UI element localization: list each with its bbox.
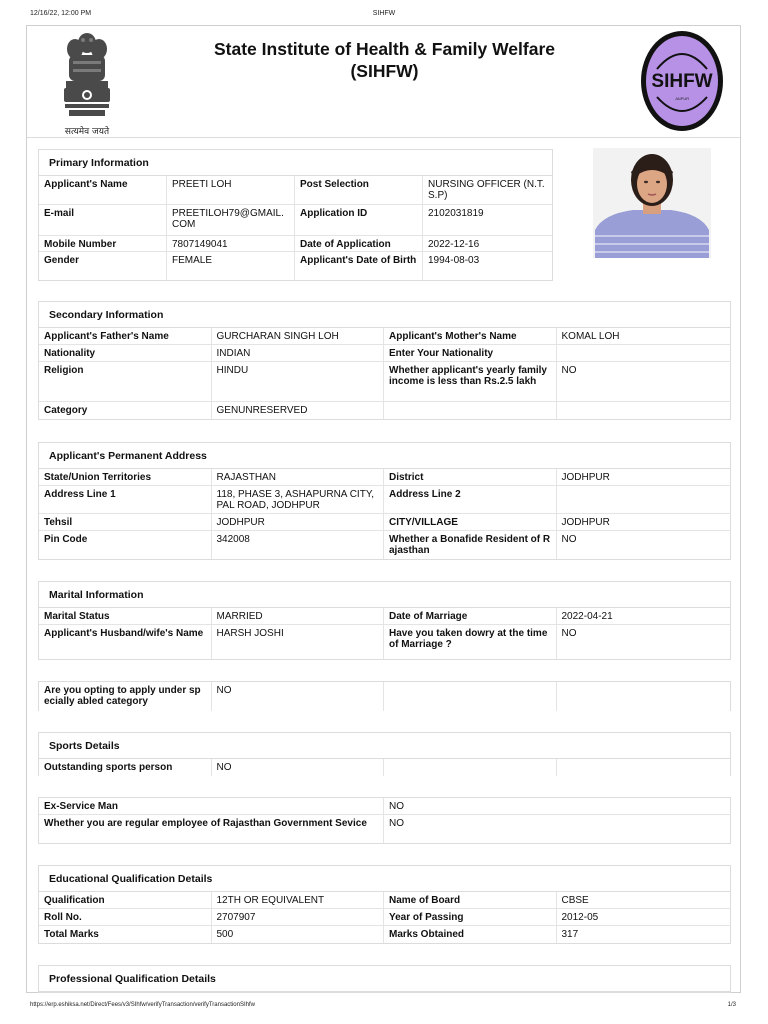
field-value: NURSING OFFICER (N.T.S.P) xyxy=(428,179,545,201)
table-row xyxy=(39,514,730,531)
field-value: HINDU xyxy=(212,362,385,401)
section-heading: Applicant's Permanent Address xyxy=(39,443,730,469)
field-label: Whether you are regular employee of Rajasthan Government Sevice xyxy=(39,815,384,843)
field-label: Whether applicant's yearly family income is less than Rs.2.5 lakh xyxy=(384,362,557,401)
specially-abled-section xyxy=(38,681,731,711)
field-label: E-mail xyxy=(39,205,167,235)
field-value xyxy=(557,759,731,776)
field-label: Total Marks xyxy=(39,926,212,943)
field-value xyxy=(557,345,731,361)
svg-text:JAIPUR: JAIPUR xyxy=(674,96,690,101)
section-heading: Primary Information xyxy=(39,150,552,176)
field-label: State/Union Territories xyxy=(39,469,212,485)
field-value: RAJASTHAN xyxy=(212,469,385,485)
table-row xyxy=(39,625,730,659)
field-label: Religion xyxy=(39,362,212,401)
field-value: 118, PHASE 3, ASHAPURNA CITY, PAL ROAD, JODHPUR xyxy=(212,486,385,513)
field-label: Address Line 2 xyxy=(384,486,557,513)
page-title xyxy=(147,38,622,82)
field-label: Category xyxy=(39,402,212,419)
field-value: JODHPUR xyxy=(561,517,610,528)
field-value: HARSH JOSHI xyxy=(212,625,385,659)
field-value: PREETILOH79@GMAIL.COM xyxy=(167,205,295,235)
field-label: CITY/VILLAGE xyxy=(384,514,557,530)
field-value: MARRIED xyxy=(212,608,385,624)
field-value: CBSE xyxy=(561,895,589,906)
field-label: District xyxy=(384,469,557,485)
table-row xyxy=(39,815,730,843)
field-label: Mobile Number xyxy=(39,236,167,251)
table-row xyxy=(39,205,552,236)
print-page-number: 1/3 xyxy=(727,1002,736,1008)
field-value xyxy=(557,402,731,419)
field-value: NO xyxy=(561,628,577,639)
section-heading: Secondary Information xyxy=(39,302,730,328)
table-row xyxy=(39,176,552,205)
field-label: Tehsil xyxy=(39,514,212,530)
field-value: 342008 xyxy=(212,531,385,559)
field-value: KOMAL LOH xyxy=(561,331,620,342)
table-row xyxy=(39,345,730,362)
section-heading: Marital Information xyxy=(39,582,730,608)
page-header xyxy=(27,26,740,138)
field-value xyxy=(557,486,731,513)
field-label: Nationality xyxy=(39,345,212,361)
sports-details-section xyxy=(38,732,731,776)
field-value: 2022-04-21 xyxy=(561,611,613,622)
field-value: NO xyxy=(212,759,385,776)
field-label: Applicant's Date of Birth xyxy=(295,252,423,280)
field-value: 1994-08-03 xyxy=(428,255,480,266)
field-label xyxy=(384,682,557,711)
service-section xyxy=(38,797,731,844)
primary-information-section xyxy=(38,149,553,281)
applicant-portrait-icon xyxy=(593,148,711,258)
field-value: JODHPUR xyxy=(212,514,385,530)
print-datetime: 12/16/22, 12:00 PM xyxy=(30,10,92,17)
field-label: Have you taken dowry at the time of Marriage ? xyxy=(384,625,557,659)
table-row xyxy=(39,608,730,625)
applicant-photo xyxy=(593,148,711,258)
table-row xyxy=(39,892,730,909)
field-label xyxy=(384,759,557,776)
ashoka-emblem-icon xyxy=(57,29,117,124)
field-label: Applicant's Mother's Name xyxy=(384,328,557,344)
permanent-address-section xyxy=(38,442,731,560)
field-value: NO xyxy=(561,365,577,376)
field-value: NO xyxy=(561,534,577,545)
field-label: Year of Passing xyxy=(384,909,557,925)
print-url: https://erp.eshiksa.net/Direct/Fees/v3/SIhfw/verifyTransaction/verifyTransactionSIhfw xyxy=(30,1002,255,1008)
print-header xyxy=(0,10,768,20)
professional-qualification-section xyxy=(38,965,731,993)
field-label: Roll No. xyxy=(39,909,212,925)
field-label: Marital Status xyxy=(39,608,212,624)
field-label: Outstanding sports person xyxy=(39,759,212,776)
field-value: 7807149041 xyxy=(167,236,295,251)
field-label: Date of Marriage xyxy=(384,608,557,624)
section-heading: Sports Details xyxy=(39,733,730,759)
field-label: Applicant's Father's Name xyxy=(39,328,212,344)
table-row xyxy=(39,926,730,943)
field-label: Are you opting to apply under specially abled category xyxy=(39,682,212,711)
field-value: 2022-12-16 xyxy=(428,239,480,250)
table-row xyxy=(39,402,730,419)
field-value: NO xyxy=(212,682,385,711)
field-label: Date of Application xyxy=(295,236,423,251)
field-label: Enter Your Nationality xyxy=(384,345,557,361)
emblem-motto: सत्यमेव जयते xyxy=(64,127,110,137)
field-value: NO xyxy=(389,818,404,829)
field-value xyxy=(557,682,731,711)
table-row xyxy=(39,469,730,486)
field-label: Whether a Bonafide Resident of Rajasthan xyxy=(384,531,557,559)
table-row xyxy=(39,759,730,776)
marital-information-section xyxy=(38,581,731,660)
field-value: 317 xyxy=(561,929,579,940)
field-value: 2707907 xyxy=(212,909,385,925)
table-row xyxy=(39,252,552,280)
application-page xyxy=(26,25,741,993)
field-label: Applicant's Name xyxy=(39,176,167,204)
field-label: Gender xyxy=(39,252,167,280)
field-value: JODHPUR xyxy=(561,472,610,483)
field-value: PREETI LOH xyxy=(167,176,295,204)
title-line-1: State Institute of Health & Family Welfare xyxy=(214,39,555,59)
field-label: Address Line 1 xyxy=(39,486,212,513)
table-row xyxy=(39,531,730,559)
table-row xyxy=(39,798,730,815)
table-row xyxy=(39,486,730,514)
sihfw-logo-icon xyxy=(639,29,725,133)
table-row xyxy=(39,909,730,926)
section-heading: Professional Qualification Details xyxy=(39,966,730,992)
field-value: 500 xyxy=(212,926,385,943)
field-label: Post Selection xyxy=(295,176,423,204)
svg-text:SIHFW: SIHFW xyxy=(651,71,713,92)
field-label: Ex-Service Man xyxy=(39,798,384,814)
field-label: Pin Code xyxy=(39,531,212,559)
field-label: Marks Obtained xyxy=(384,926,557,943)
table-row xyxy=(39,362,730,402)
field-label: Applicant's Husband/wife's Name xyxy=(39,625,212,659)
table-row xyxy=(39,682,730,711)
educational-qualification-section xyxy=(38,865,731,944)
national-emblem xyxy=(57,29,117,137)
table-row xyxy=(39,236,552,252)
field-label: Qualification xyxy=(39,892,212,908)
field-label: Application ID xyxy=(295,205,423,235)
field-value: 2102031819 xyxy=(428,208,484,219)
field-value: INDIAN xyxy=(212,345,385,361)
sihfw-logo xyxy=(639,29,725,133)
title-line-2: (SIHFW) xyxy=(350,61,419,81)
field-value: GENUNRESERVED xyxy=(212,402,385,419)
field-label xyxy=(384,402,557,419)
field-value: GURCHARAN SINGH LOH xyxy=(212,328,385,344)
print-page-title: SIHFW xyxy=(372,10,396,17)
field-value: 2012-05 xyxy=(561,912,599,923)
secondary-information-section xyxy=(38,301,731,420)
table-row xyxy=(39,328,730,345)
field-label: Name of Board xyxy=(384,892,557,908)
field-value: 12TH OR EQUIVALENT xyxy=(212,892,385,908)
field-value: FEMALE xyxy=(167,252,295,280)
section-heading: Educational Qualification Details xyxy=(39,866,730,892)
field-value: NO xyxy=(389,801,404,812)
